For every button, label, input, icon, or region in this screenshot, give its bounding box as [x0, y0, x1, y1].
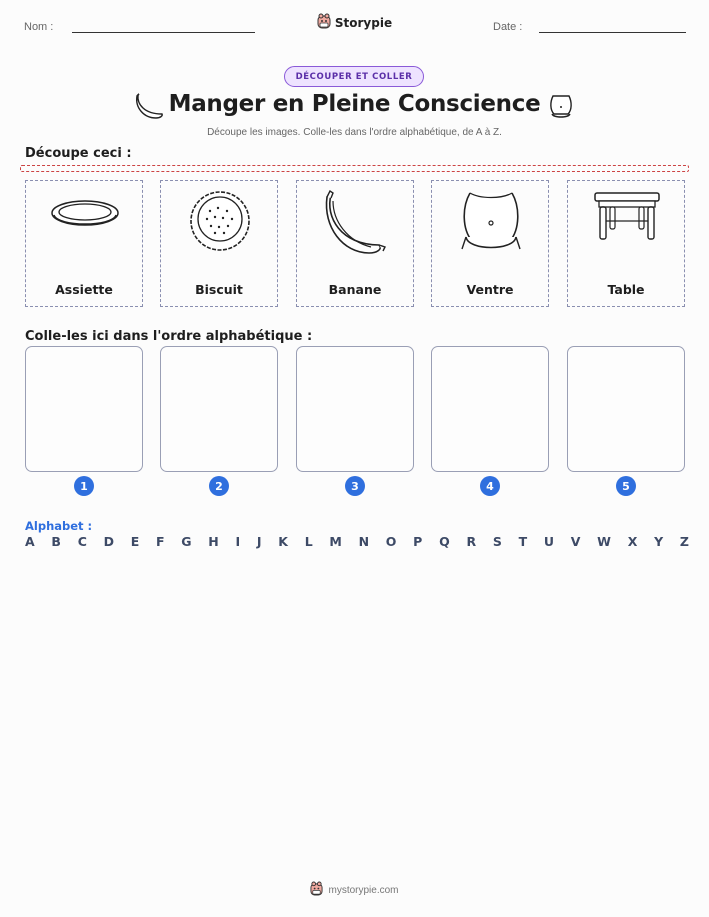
alphabet-letter: V: [570, 534, 581, 549]
cut-card-label: Assiette: [55, 282, 113, 297]
cut-card-assiette[interactable]: [25, 180, 143, 307]
page-title: Manger en Pleine Conscience: [168, 91, 541, 117]
paste-box-4[interactable]: [431, 346, 549, 472]
alphabet-letter: R: [466, 534, 477, 549]
alphabet-letter: O: [385, 534, 397, 549]
storypie-mascot-icon: [317, 13, 331, 33]
alphabet-letter: I: [235, 534, 241, 549]
belly-icon: [548, 92, 574, 124]
alphabet-letter: C: [77, 534, 87, 549]
paste-box-3[interactable]: [296, 346, 414, 472]
alphabet-letter: N: [358, 534, 370, 549]
brand-name: Storypie: [334, 16, 393, 30]
paste-box-5[interactable]: [567, 346, 685, 472]
banana-icon: [321, 187, 391, 257]
storypie-mascot-icon: [310, 881, 323, 900]
alphabet-letter: A: [25, 534, 35, 549]
alphabet-letter: U: [543, 534, 554, 549]
cut-card-ventre[interactable]: [431, 180, 549, 307]
alphabet-label: Alphabet :: [25, 519, 93, 533]
belly-icon: [456, 187, 526, 259]
cut-line: [20, 165, 689, 172]
alphabet-letter: X: [627, 534, 638, 549]
cut-card-label: Biscuit: [195, 282, 243, 297]
alphabet-letter: L: [304, 534, 313, 549]
instructions: Découpe les images. Colle-les dans l'ordre alphabétique, de A à Z.: [207, 127, 502, 138]
cut-card-label: Table: [607, 282, 645, 297]
alphabet-letter: D: [103, 534, 114, 549]
alphabet-letter: Z: [679, 534, 689, 549]
alphabet-letter: W: [597, 534, 611, 549]
alphabet-letter: P: [413, 534, 423, 549]
cookie-icon: [185, 187, 255, 253]
paste-number-4: 4: [480, 476, 500, 496]
alphabet-letter: K: [278, 534, 288, 549]
cut-card-label: Banane: [328, 282, 382, 297]
cut-card-table[interactable]: [567, 180, 685, 307]
paste-box-1[interactable]: [25, 346, 143, 472]
alphabet-letter: T: [518, 534, 528, 549]
paste-number-2: 2: [209, 476, 229, 496]
alphabet-letter: S: [492, 534, 502, 549]
alphabet-letter: G: [181, 534, 192, 549]
paste-number-3: 3: [345, 476, 365, 496]
alphabet-letter: H: [208, 534, 219, 549]
cut-section-label: Découpe ceci :: [25, 146, 132, 161]
footer-url[interactable]: mystorypie.com: [328, 885, 399, 896]
alphabet-letter: F: [156, 534, 165, 549]
cut-card-banane[interactable]: [296, 180, 414, 307]
cut-card-label: Ventre: [466, 282, 514, 297]
alphabet-letter: B: [51, 534, 61, 549]
paste-box-2[interactable]: [160, 346, 278, 472]
table-icon: [592, 187, 662, 247]
alphabet-row: [25, 534, 689, 549]
paste-section-label: Colle-les ici dans l'ordre alphabétique :: [25, 329, 313, 344]
alphabet-letter: M: [329, 534, 342, 549]
paste-number-1: 1: [74, 476, 94, 496]
date-field[interactable]: [539, 32, 686, 33]
cut-card-biscuit[interactable]: [160, 180, 278, 307]
paste-number-5: 5: [616, 476, 636, 496]
alphabet-letter: Q: [439, 534, 450, 549]
alphabet-letter: E: [130, 534, 140, 549]
brand-logo: [0, 13, 709, 33]
alphabet-letter: J: [256, 534, 262, 549]
plate-icon: [50, 187, 120, 247]
date-label: Date :: [493, 21, 523, 33]
alphabet-letter: Y: [654, 534, 664, 549]
footer: [0, 881, 709, 900]
name-label: Nom :: [24, 21, 54, 33]
activity-badge: DÉCOUPER ET COLLER: [284, 66, 424, 87]
